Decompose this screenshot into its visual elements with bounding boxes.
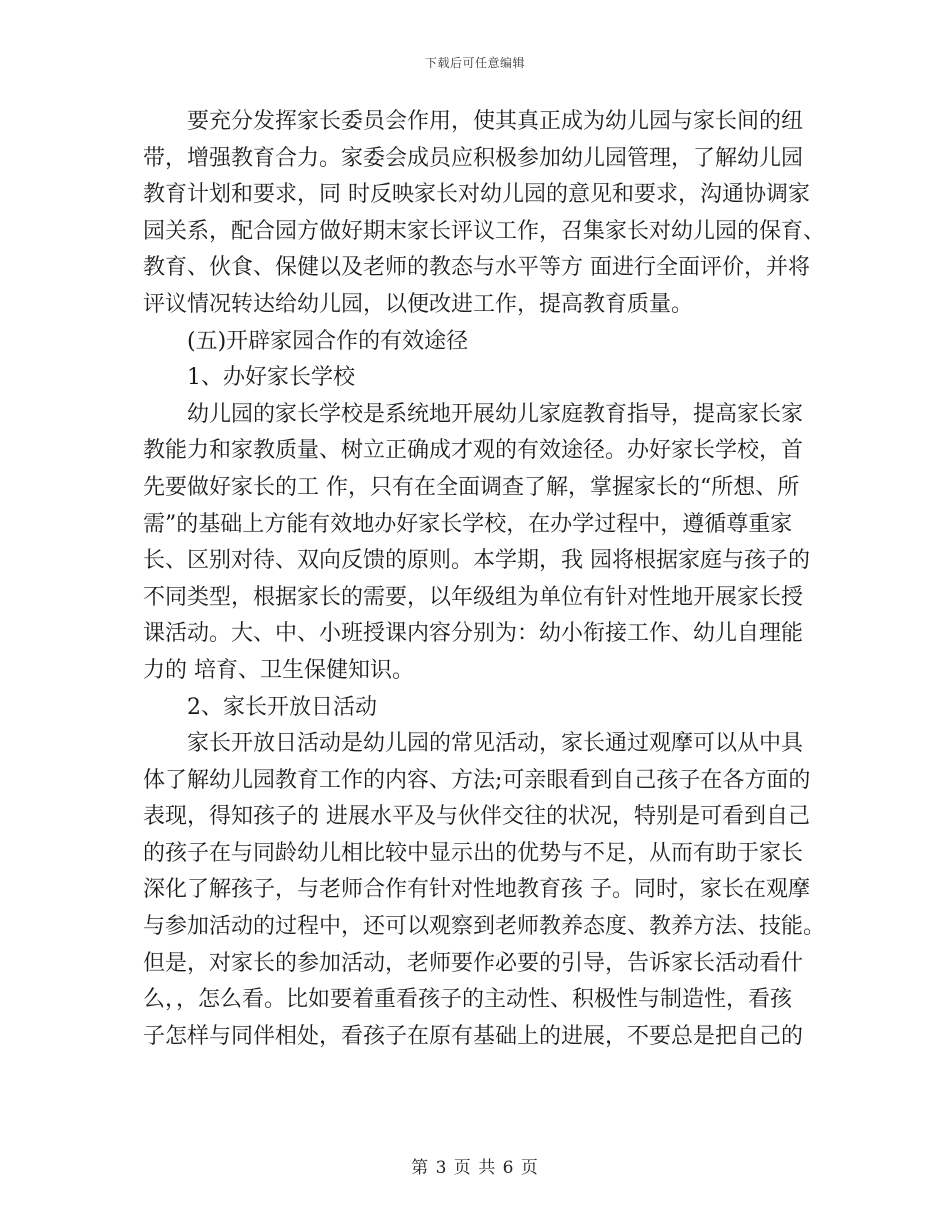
paragraph-line: 评议情况转达给幼儿园，以便改进工作，提高教育质量。 — [143, 291, 694, 317]
paragraph-line: 幼儿园的家长学校是系统地开展幼儿家庭教育指导，提高家长家 — [187, 401, 804, 427]
document-body — [143, 104, 826, 1055]
paragraph-line: 园关系，配合园方做好期末家长评议工作，召集家长对幼儿园的保育、 — [143, 218, 826, 244]
paragraph-line: 与参加活动的过程中，还可以观察到老师教养态度、教养方法、技能。 — [143, 914, 826, 940]
section-heading: (五)开辟家园合作的有效途径 — [187, 328, 469, 354]
paragraph-line: 但是，对家长的参加活动，老师要作必要的引导，告诉家长活动看什 — [143, 950, 804, 976]
paragraph-line: 的孩子在与同龄幼儿相比较中显示出的优势与不足，从而有助于家长 — [143, 840, 804, 866]
paragraph-line: 么，，怎么看。比如要着重看孩子的主动性、积极性与制造性，看孩 — [143, 987, 793, 1013]
page-number: 第 3 页 共 6 页 — [411, 1158, 539, 1178]
paragraph-line: 教能力和家教质量、树立正确成才观的有效途径。办好家长学校，首 — [143, 438, 804, 464]
paragraph-line: 力的 培育、卫生保健知识。 — [143, 657, 414, 683]
paragraph-line: 子怎样与同伴相处，看孩子在原有基础上的进展，不要总是把自己的 — [143, 1023, 804, 1049]
paragraph-line: 教育计划和要求，同 时反映家长对幼儿园的意见和要求，沟通协调家 — [143, 182, 810, 208]
paragraph-line: 表现，得知孩子的 进展水平及与伙伴交往的状况，特别是可看到自己 — [143, 804, 810, 830]
paragraph-line: 教育、伙食、保健以及老师的教态与水平等方 面进行全面评价，并将 — [143, 255, 810, 281]
paragraph-line: 课活动。大、中、小班授课内容分别为：幼小衔接工作、幼儿自理能 — [143, 621, 804, 647]
subsection-heading: 2、家长开放日活动 — [187, 694, 377, 720]
paragraph-line: 体了解幼儿园教育工作的内容、方法;可亲眼看到自己孩子在各方面的 — [143, 767, 811, 793]
header-note: 下载后可任意编辑 — [424, 56, 525, 70]
paragraph-line: 先要做好家长的工 作，只有在全面调查了解，掌握家长的“所想、所 — [143, 474, 800, 500]
paragraph-line: 带，增强教育合力。家委会成员应积极参加幼儿园管理，了解幼儿园 — [143, 145, 804, 171]
paragraph-line: 要充分发挥家长委员会作用，使其真正成为幼儿园与家长间的纽 — [187, 109, 804, 134]
paragraph-line: 不同类型，根据家长的需要，以年级组为单位有针对性地开展家长授 — [143, 584, 804, 610]
paragraph-line: 长、区别对待、双向反馈的原则。本学期，我 园将根据家庭与孩子的 — [143, 548, 810, 574]
paragraph-line: 深化了解孩子，与老师合作有针对性地教育孩 子。同时，家长在观摩 — [143, 877, 810, 903]
paragraph-line: 需”的基础上方能有效地办好家长学校，在办学过程中，遵循尊重家 — [143, 511, 793, 537]
paragraph-line: 家长开放日活动是幼儿园的常见活动，家长通过观摩可以从中具 — [187, 731, 804, 757]
subsection-heading: 1、办好家长学校 — [187, 365, 355, 391]
